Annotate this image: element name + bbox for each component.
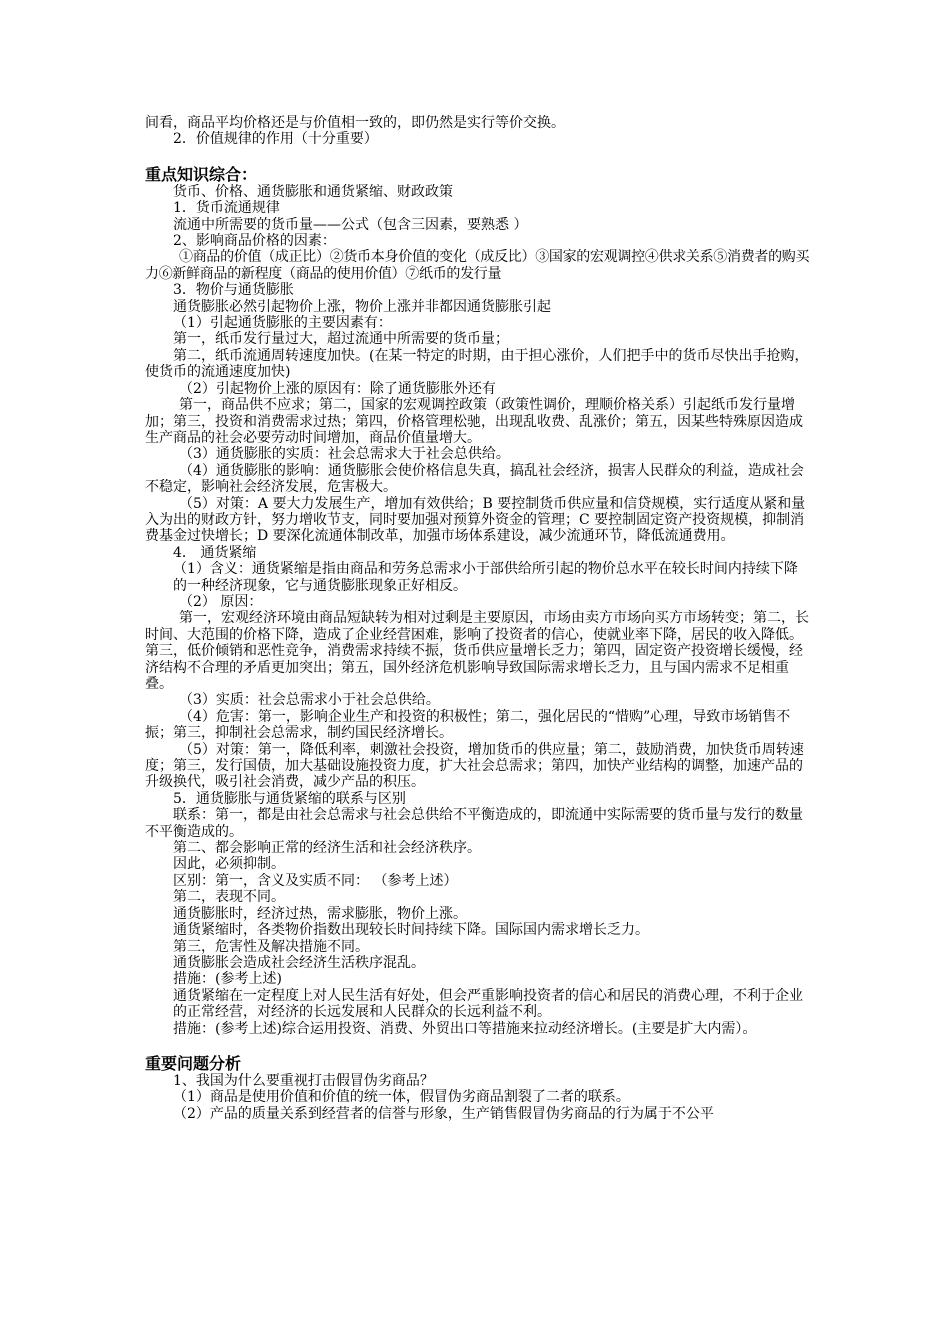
paragraph: 区别：第一，含义及实质不同： （参考上述）: [173, 872, 458, 889]
paragraph: 间看，商品平均价格还是与价值相一致的，即仍然是实行等价交换。: [145, 115, 565, 131]
paragraph: 联系：第一，都是由社会总需求与社会总供给不平衡造成的，即流通中实际需要的货币量与发行的数量不平衡造成的。: [145, 807, 803, 840]
paragraph: （2） 原因：: [179, 593, 263, 610]
paragraph: 通货膨胀会造成社会经济生活秩序混乱。: [173, 954, 425, 971]
paragraph: 2、影响商品价格的因素：: [173, 233, 336, 250]
paragraph: （1）商品是使用价值和价值的统一体，假冒伪劣商品割裂了二者的联系。: [173, 1089, 630, 1106]
paragraph: （3）实质：社会总需求小于社会总供给。: [179, 692, 440, 709]
paragraph: 第三，危害性及解决措施不同。: [173, 938, 369, 955]
paragraph: （4）危害：第一，影响企业生产和投资的积极性；第二，强化居民的“惜购”心理，导致市场销售不振；第三，抑制社会总需求，制约国民经济增长。: [145, 708, 791, 742]
paragraph: 4． 通货紧缩: [173, 544, 257, 561]
section-heading: 重要问题分析: [145, 1053, 242, 1073]
section-heading: 重点知识综合：: [145, 164, 258, 184]
paragraph: （5）对策：第一，降低利率，刺激社会投资，增加货币的供应量；第二，鼓励消费，加快货币周转速度；第三，发行国债，加大基础设施投资力度，扩大社会总需求；第四，加快产业结构的调整，加速产品的升级换代，吸引社会消费，减少产品的积压。: [145, 741, 804, 791]
paragraph: 通货膨胀必然引起物价上涨，物价上涨并非都因通货膨胀引起: [173, 298, 551, 315]
paragraph: ①商品的价值（成正比）②货币本身价值的变化（成反比）③国家的宏观调控④供求关系⑤消费者的购买力⑥新鲜商品的新程度（商品的使用价值）⑦纸币的发行量: [145, 249, 810, 282]
paragraph: 措施：(参考上述)综合运用投资、消费、外贸出口等措施来拉动经济增长。(主要是扩大内需）。: [173, 1020, 757, 1037]
paragraph: （1）引起通货膨胀的主要因素有：: [173, 315, 392, 332]
paragraph: 第二、都会影响正常的经济生活和社会经济秩序。: [173, 840, 481, 857]
paragraph: 第二，纸币流通周转速度加快。(在某一特定的时期，由于担心涨价，人们把手中的货币尽快出手抢购，使货币的流通速度加快): [145, 347, 809, 381]
paragraph: （2）引起物价上涨的原因有：除了通货膨胀外还有: [179, 380, 496, 397]
paragraph: 第一，商品供不应求；第二，国家的宏观调控政策（政策性调价，理顺价格关系）引起纸币发行量增加；第三，投资和消费需求过热；第四，价格管理松驰，出现乱收费、乱涨价；第五，因某些特殊原因造成生产商品的社会必要劳动时间增加，商品价值量增大。: [145, 397, 803, 446]
paragraph: 1．货币流通规律: [173, 200, 280, 217]
paragraph: 1、我国为什么要重视打击假冒伪劣商品？: [173, 1072, 434, 1089]
paragraph: 通货紧缩时，各类物价指数出现较长时间持续下降。国际国内需求增长乏力。: [173, 922, 649, 939]
paragraph: （5）对策：A 要大力发展生产，增加有效供给；B 要控制货币供应量和信贷规模，实行适度从紧和量入为出的财政方针，努力增收节支，同时要加强对预算外资金的管理；C 要控制固定资产投资规模，抑制消费基金过快增长；D 要深化流通体制改革，加强市场体系建设，减少流通环节，降低流通费用。: [145, 495, 806, 545]
paragraph: 3．物价与通货膨胀: [173, 282, 294, 299]
paragraph: 第一，宏观经济环境由商品短缺转为相对过剩是主要原因，市场由卖方市场向买方市场转变；第二，长时间、大范围的价格下降，造成了企业经营困难，影响了投资者的信心，使就业率下降，居民的收入降低。第三，低价倾销和恶性竞争，消费需求持续不振，货币供应量增长乏力；第四，固定资产投资增长缓慢，经济结构不合理的矛盾更加突出；第五，国外经济危机影响导致国际需求增长乏力，且与国内需求不足相重叠。: [145, 610, 809, 692]
paragraph: 通货膨胀时，经济过热，需求膨胀，物价上涨。: [173, 905, 467, 922]
paragraph: 2．价值规律的作用（十分重要）: [173, 131, 378, 148]
paragraph: 5．通货膨胀与通货紧缩的联系与区别: [173, 790, 406, 807]
paragraph: 流通中所需要的货币量——公式（包含三因素，要熟悉 ）: [173, 216, 528, 233]
paragraph: （2）产品的质量关系到经营者的信誉与形象，生产销售假冒伪劣商品的行为属于不公平: [173, 1105, 714, 1122]
paragraph: （1）含义：通货紧缩是指由商品和劳务总需求小于部供给所引起的物价总水平在较长时间内持续下降的一种经济现象，它与通货膨胀现象正好相反。: [173, 561, 798, 594]
paragraph: （4）通货膨胀的影响：通货膨胀会使价格信息失真，搞乱社会经济，损害人民群众的利益，造成社会不稳定，影响社会经济发展，危害极大。: [145, 462, 804, 496]
paragraph: 通货紧缩在一定程度上对人民生活有好处，但会严重影响投资者的信心和居民的消费心理，不利于企业的正常经营，对经济的长远发展和人民群众的长远利益不利。: [173, 987, 803, 1021]
paragraph: 第二，表现不同。: [173, 889, 285, 906]
paragraph: （3）通货膨胀的实质：社会总需求大于社会总供给。: [179, 446, 510, 463]
paragraph: 措施：(参考上述): [173, 971, 282, 988]
paragraph: 因此，必须抑制。: [173, 856, 285, 873]
document-page: [145, 115, 810, 1122]
paragraph: 第一，纸币发行量过大，超过流通中所需要的货币量；: [173, 331, 509, 348]
paragraph: 货币、价格、通货膨胀和通货紧缩、财政政策: [173, 183, 453, 200]
